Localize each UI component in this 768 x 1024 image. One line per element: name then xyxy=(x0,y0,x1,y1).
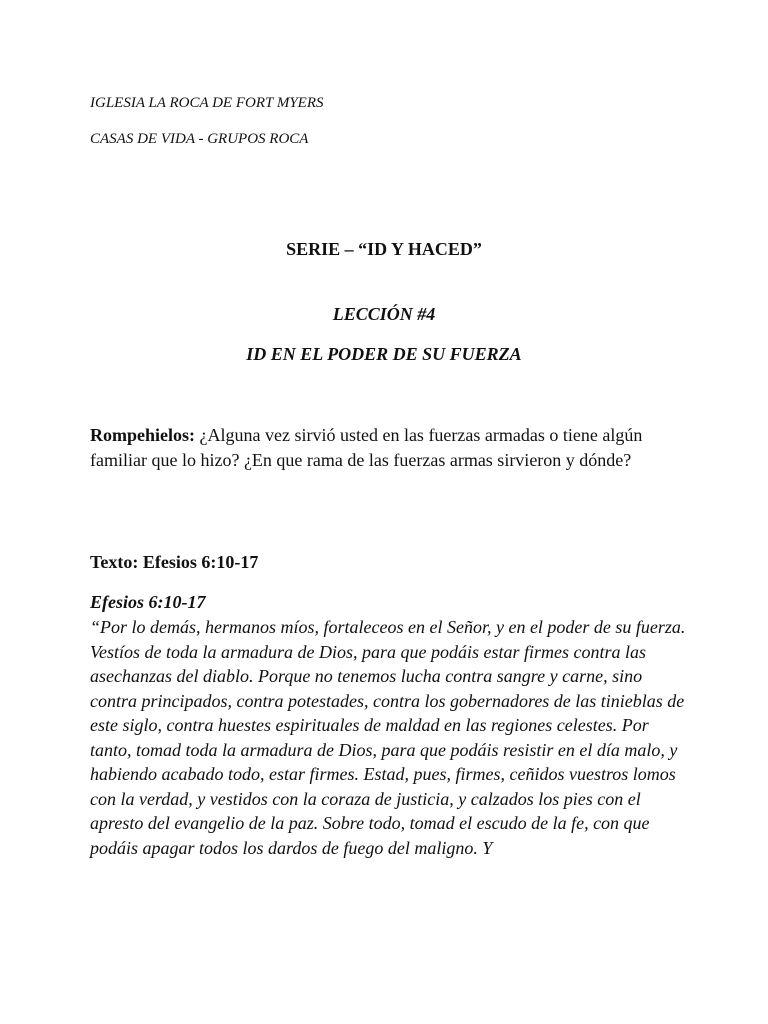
group-name: CASAS DE VIDA - GRUPOS ROCA xyxy=(90,131,309,147)
lesson-title: ID EN EL PODER DE SU FUERZA xyxy=(246,344,522,364)
icebreaker-paragraph xyxy=(90,423,690,472)
icebreaker-text: ¿Alguna vez sirvió usted en las fuerzas armadas o tiene algún familiar que lo hizo? ¿En que rama de las fuerzas armas sirvieron y dónde? xyxy=(90,425,643,470)
text-reference: Texto: Efesios 6:10-17 xyxy=(90,552,259,572)
scripture-reference: Efesios 6:10-17 xyxy=(90,592,206,612)
icebreaker-label: Rompehielos: xyxy=(90,425,195,445)
lesson-number: LECCIÓN #4 xyxy=(332,304,436,324)
series-title: SERIE – “ID Y HACED” xyxy=(286,239,482,259)
church-name: IGLESIA LA ROCA DE FORT MYERS xyxy=(90,95,324,111)
scripture-body: “Por lo demás, hermanos míos, fortaleceos en el Señor, y en el poder de su fuerza. Vestíos de toda la armadura de Dios, para que podáis estar firmes contra las asechanzas del diablo. Porque no tenemos lucha contra sangre y carne, sino contra principados, contra potestades, contra los gobernadores de las tinieblas de este siglo, contra huestes espirituales de maldad en las regiones celestes. Por tanto, tomad toda la armadura de Dios, para que podáis resistir en el día malo, y habiendo acabado todo, estar firmes. Estad, pues, firmes, ceñidos vuestros lomos con la verdad, y vestidos con la coraza de justicia, y calzados los pies con el apresto del evangelio de la paz. Sobre todo, tomad el escudo de la fe, con que podáis apagar todos los dardos de fuego del maligno. Y xyxy=(90,617,686,858)
